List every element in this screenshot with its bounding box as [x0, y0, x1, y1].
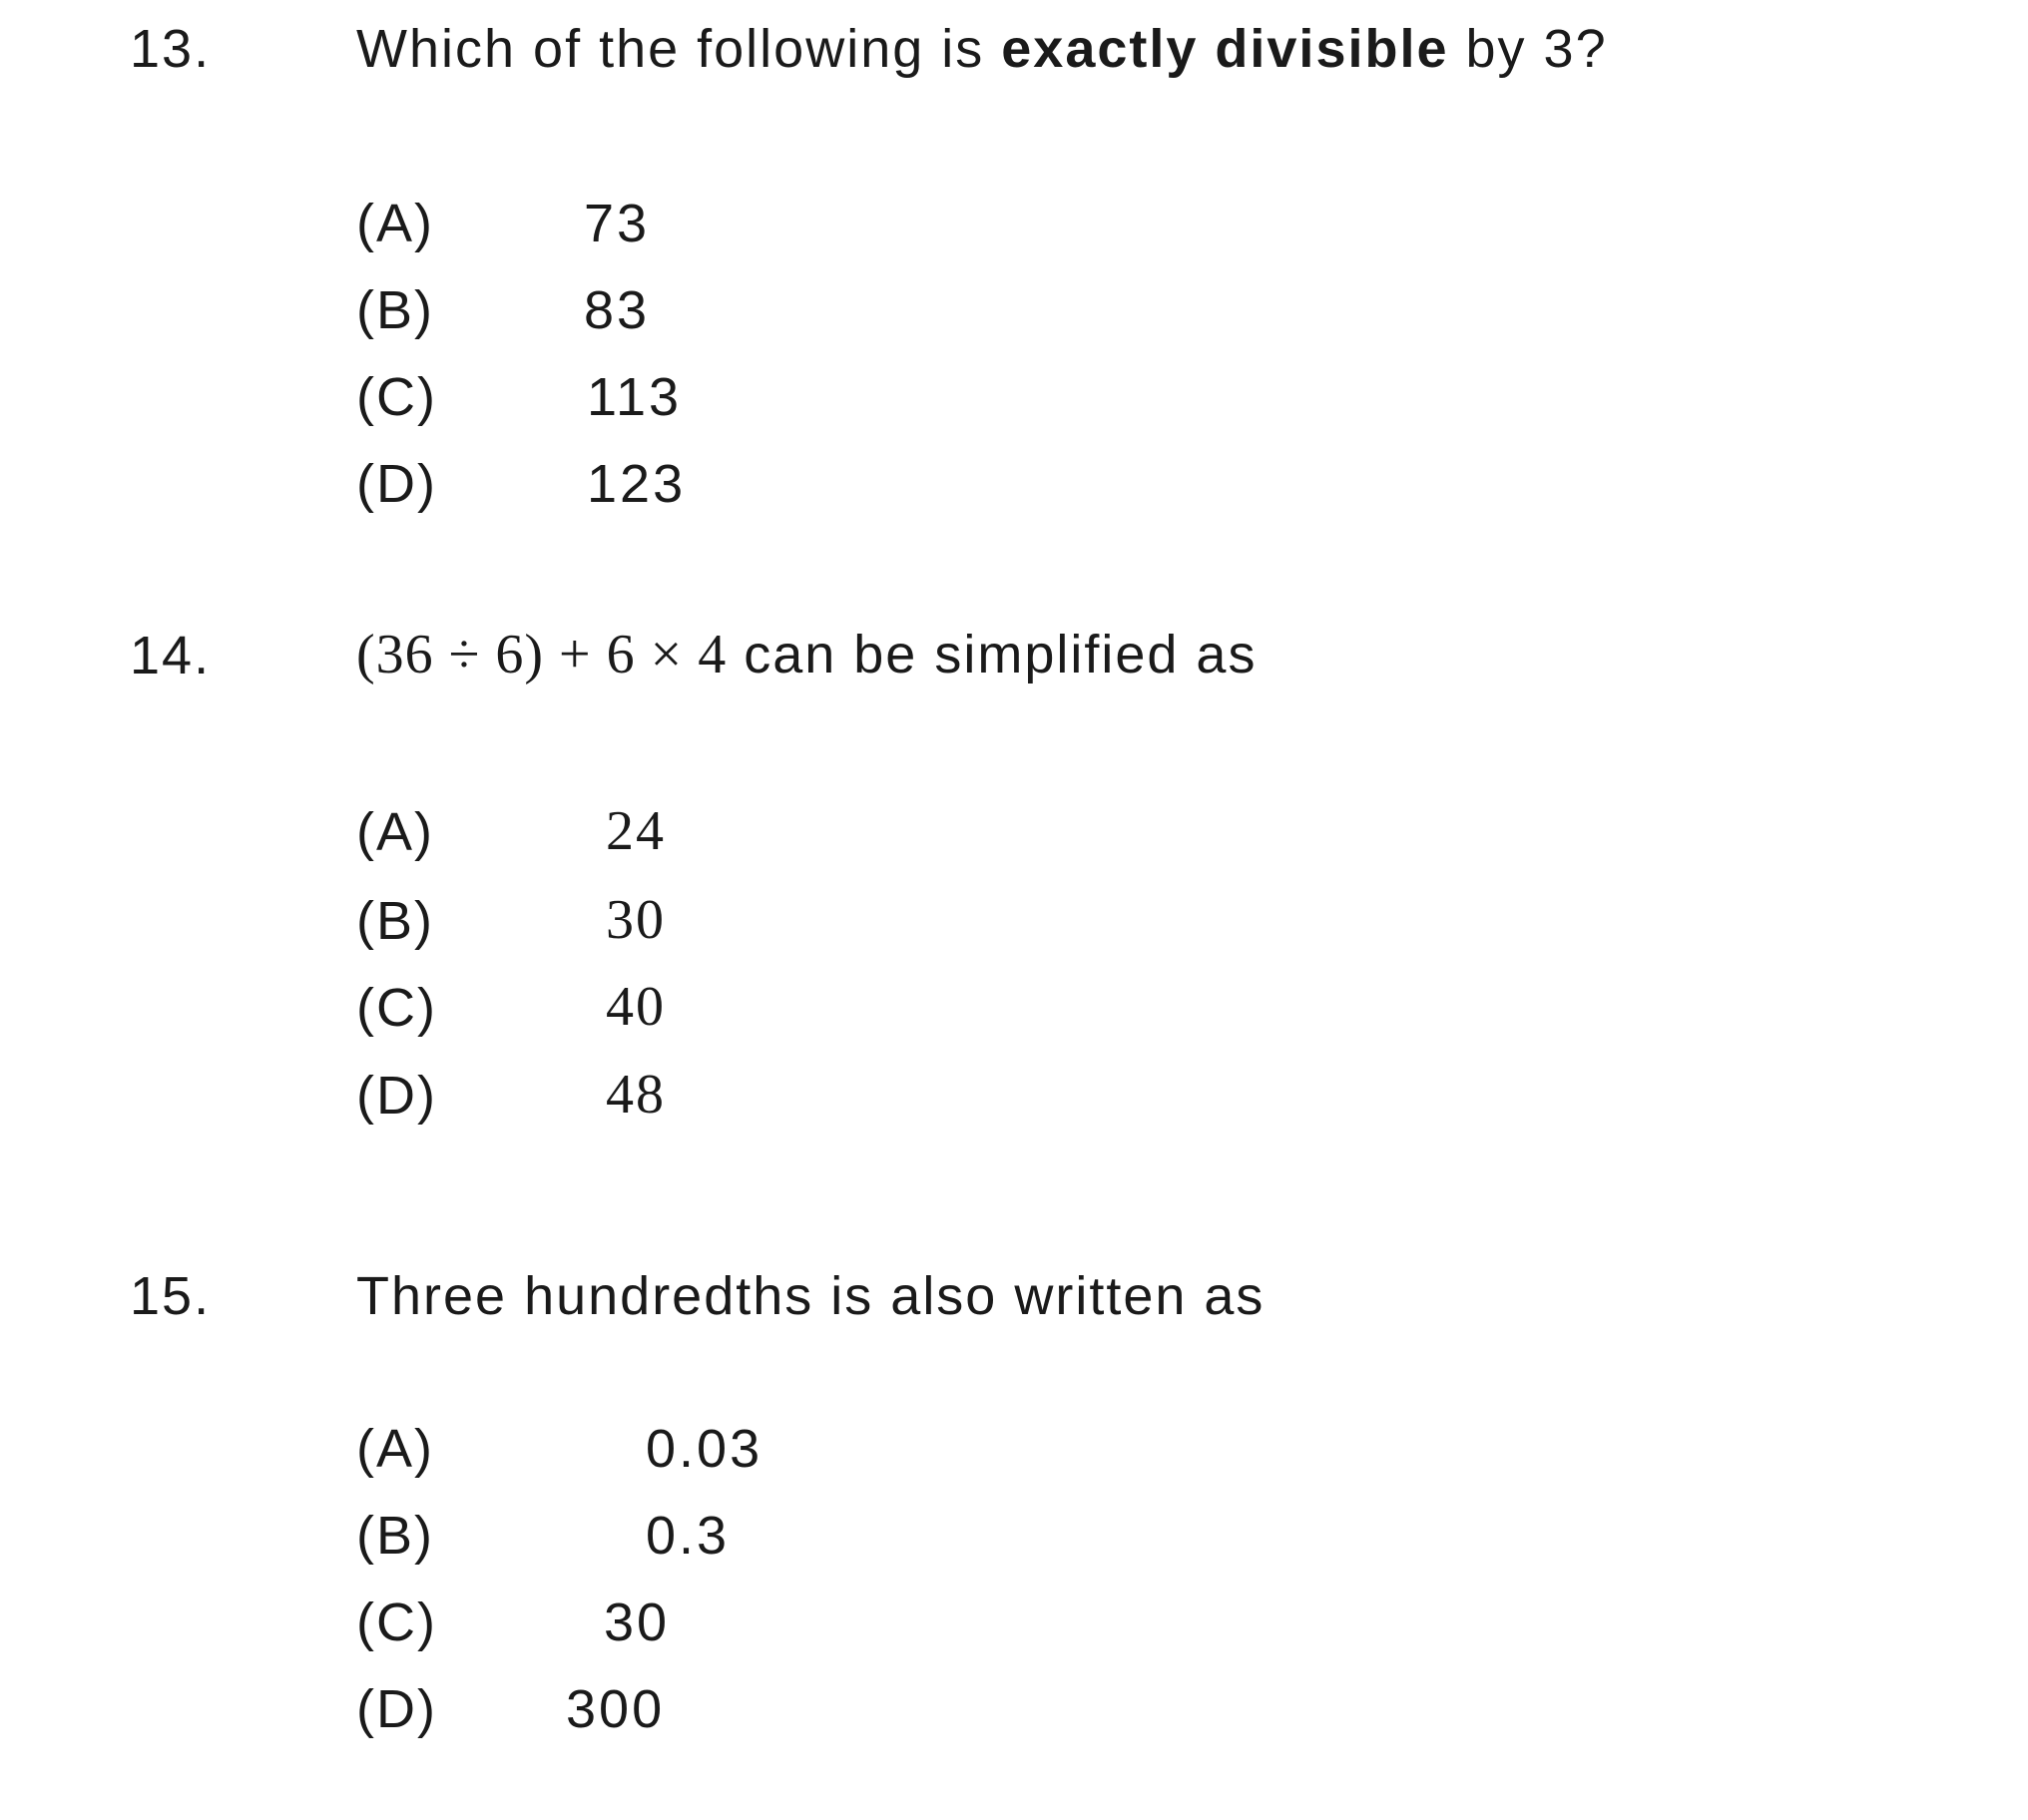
option-value: 123	[587, 454, 687, 514]
option-value: 24	[606, 800, 666, 862]
option-value: 0.3	[646, 1506, 731, 1566]
option-letter: (D)	[356, 1066, 437, 1126]
option-value: 48	[606, 1064, 666, 1126]
question-number: 15.	[130, 1266, 212, 1326]
option-value: 83	[584, 280, 651, 340]
question-number: 14.	[130, 626, 212, 685]
option-letter: (D)	[356, 454, 437, 514]
option-letter: (B)	[356, 280, 434, 340]
option-letter: (C)	[356, 367, 437, 427]
option-letter: (B)	[356, 1506, 434, 1566]
option-letter: (C)	[356, 1592, 437, 1652]
option-letter: (B)	[356, 891, 434, 951]
option-value: 30	[604, 1592, 671, 1652]
question-text	[356, 19, 1608, 79]
option-letter: (A)	[356, 802, 434, 862]
question-text-part: can be simplified as	[727, 625, 1258, 684]
question-text: Three hundredths is also written as	[356, 1266, 1266, 1326]
option-letter: (D)	[356, 1679, 437, 1739]
option-value: 30	[606, 889, 666, 951]
option-value: 40	[606, 976, 666, 1038]
option-value: 300	[566, 1679, 666, 1739]
question-text	[356, 624, 1258, 685]
question-text-part: by 3?	[1448, 19, 1608, 79]
option-value: 113	[587, 367, 683, 427]
question-number: 13.	[130, 19, 212, 79]
math-expression: (36 ÷ 6) + 6 × 4	[356, 624, 728, 685]
option-letter: (A)	[356, 1419, 434, 1479]
question-text-emphasis: exactly divisible	[1001, 19, 1449, 79]
option-value: 73	[584, 194, 651, 253]
option-letter: (A)	[356, 194, 434, 253]
option-value: 0.03	[646, 1419, 763, 1479]
option-letter: (C)	[356, 978, 437, 1038]
question-text-part: Which of the following is	[356, 19, 1002, 79]
